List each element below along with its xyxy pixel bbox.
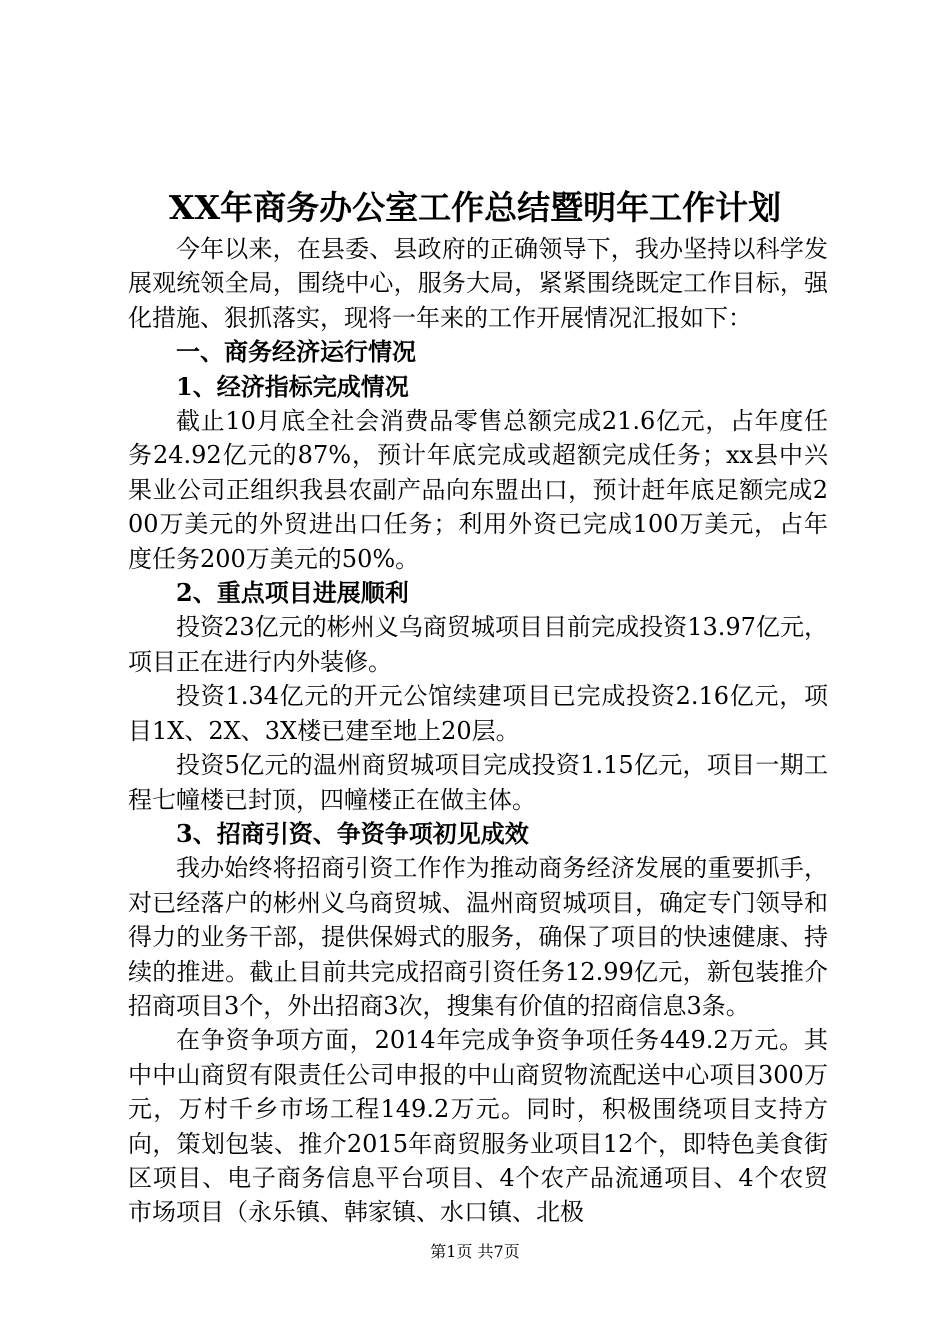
document-title: XX年商务办公室工作总结暨明年工作计划 (168, 188, 782, 227)
paragraph-investment: 我办始终将招商引资工作作为推动商务经济发展的重要抓手，对已经落户的彬州义乌商贸城、温州商贸城项目，确定专门领导和得力的业务干部，提供保姆式的服务，确保了项目的快速健康、持续的推进。截止目前共完成招商引资任务12.99亿元，新包装推介招商项目3个，外出招商3次，搜集有价值的招商信息3条。 (128, 854, 828, 1020)
heading-section-1: 一、商务经济运行情况 (176, 337, 416, 367)
heading-subsection-2: 2、重点项目进展顺利 (176, 578, 409, 608)
heading-subsection-1: 1、经济指标完成情况 (176, 371, 409, 401)
paragraph-project-kaiyuan: 投资1.34亿元的开元公馆续建项目已完成投资2.16亿元，项目1X、2X、3X楼已建至地上20层。 (128, 682, 828, 745)
heading-subsection-3: 3、招商引资、争资争项初见成效 (176, 818, 529, 848)
paragraph-indicators: 截止10月底全社会消费品零售总额完成21.6亿元，占年度任务24.92亿元的87%，预计年底完成或超额完成任务；xx县中兴果业公司正组织我县农副产品向东盟出口，预计赶年底足额完成200万美元的外贸进出口任务；利用外资已完成100万美元，占年度任务200万美元的50%。 (128, 407, 828, 573)
paragraph-project-yiwu: 投资23亿元的彬州义乌商贸城项目目前完成投资13.97亿元，项目正在进行内外装修。 (128, 613, 828, 676)
page-number-footer: 第1页 共7页 (430, 1242, 520, 1261)
paragraph-intro: 今年以来，在县委、县政府的正确领导下，我办坚持以科学发展观统领全局，围绕中心，服务大局，紧紧围绕既定工作目标，强化措施、狠抓落实，现将一年来的工作开展情况汇报如下： (128, 235, 828, 332)
paragraph-funding: 在争资争项方面，2014年完成争资争项任务449.2万元。其中中山商贸有限责任公司申报的中山商贸物流配送中心项目300万元，万村千乡市场工程149.2万元。同时，积极围绕项目支持方向，策划包装、推介2015年商贸服务业项目12个，即特色美食街区项目、电子商务信息平台项目、4个农产品流通项目、4个农贸市场项目（永乐镇、韩家镇、水口镇、北极 (128, 1026, 828, 1227)
document-body (128, 232, 828, 1230)
paragraph-project-wenzhou: 投资5亿元的温州商贸城项目完成投资1.15亿元，项目一期工程七幢楼已封顶，四幢楼正在做主体。 (128, 751, 828, 814)
